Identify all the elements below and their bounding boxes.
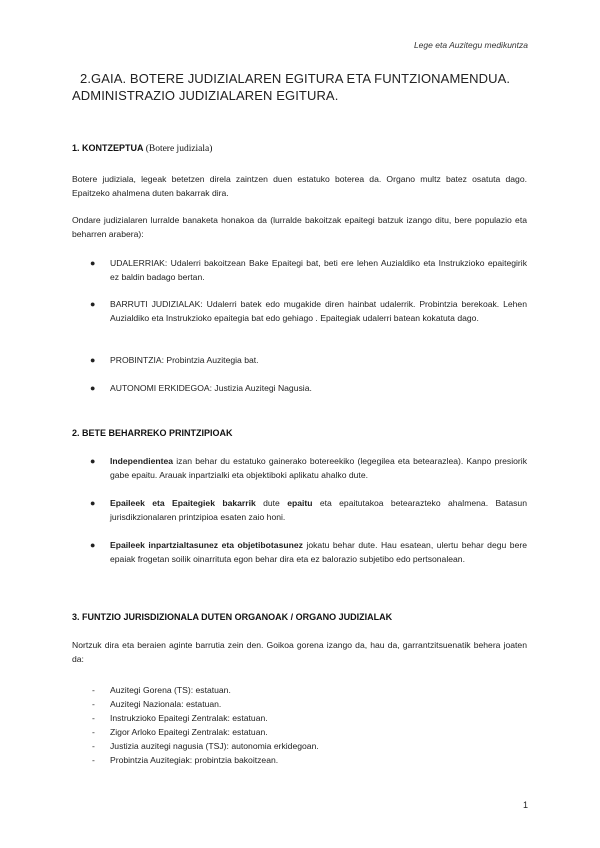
dash-icon: - — [92, 699, 95, 709]
dash-icon: - — [92, 741, 95, 751]
running-header: Lege eta Auzitegu medikuntza — [413, 40, 528, 50]
bullet-icon: ● — [90, 299, 96, 309]
dash-icon: - — [92, 685, 95, 695]
list-item — [72, 683, 527, 697]
list-item — [72, 381, 527, 395]
section2-heading: 2. BETE BEHARREKO PRINTZIPIOAK — [72, 428, 233, 438]
list-item-text: PROBINTZIA: Probintzia Auzitegia bat. — [110, 355, 259, 365]
dash-icon: - — [92, 713, 95, 723]
bullet-icon: ● — [90, 498, 96, 508]
list-item-text: AUTONOMI ERKIDEGOA: Justizia Auzitegi Nagusia. — [110, 383, 312, 393]
list-item-rest: izan behar du estatuko gainerako botereekiko (legegilea eta betearazlea). Kanpo presiorik gabe epaitu. Arauak inpartzialki eta objektiboki aplikatu ahalko dute. — [110, 456, 527, 480]
list-item — [72, 496, 527, 524]
list-item — [72, 725, 527, 739]
list-item-bold: Epaileek inpartzialtasunez eta objetibotasunez — [110, 540, 303, 550]
page-number: 1 — [522, 800, 528, 810]
list-item-text: Zigor Arloko Epaitegi Zentralak: estatuan. — [110, 727, 268, 737]
bullet-icon: ● — [90, 540, 96, 550]
section1-paragraph1: Botere judiziala, legeak betetzen direla zaintzen duen estatuko boterea da. Organo multz batez osatuta dago. Epaitzeko ahalmena duten bakarrak dira. — [72, 174, 527, 198]
section1-paragraph2: Ondare judizialaren lurralde banaketa honakoa da (lurralde bakoitzak epaitegi batzuk izango ditu, bere populazio eta beharren arabera): — [72, 215, 527, 239]
section1-heading-paren: (Botere judiziala) — [145, 144, 213, 154]
bullet-icon: ● — [90, 456, 96, 466]
list-item-text: Probintzia Auzitegiak: probintzia bakoitzean. — [110, 755, 279, 765]
list-item-text: Auzitegi Nazionala: estatuan. — [110, 699, 222, 709]
list-item — [72, 753, 527, 767]
list-item-text: Auzitegi Gorena (TS): estatuan. — [110, 685, 231, 695]
list-item — [72, 297, 527, 325]
list-item — [72, 353, 527, 367]
section1-heading — [72, 143, 212, 154]
list-item-mid: dute — [255, 498, 288, 508]
list-item-text — [110, 454, 527, 482]
list-item-text: Justizia auzitegi nagusia (TSJ): autonomia erkidegoan. — [110, 741, 319, 751]
section3-heading: 3. FUNTZIO JURISDIZIONALA DUTEN ORGANOAK / ORGANO JUDIZIALAK — [72, 612, 393, 622]
list-item-text: UDALERRIAK: Udalerri bakoitzean Bake Epaitegi bat, beti ere lehen Auzialdiko eta Instrukzioko epaitegirik ez baldin badago bertan. — [110, 258, 527, 282]
list-item — [72, 739, 527, 753]
section3-paragraph1: Nortzuk dira eta beraien aginte barrutia zein den. Goikoa gorena izango da, hau da, garrantzitsuenatik behera joaten da: — [72, 640, 527, 664]
bullet-icon: ● — [90, 355, 96, 365]
chapter-title — [72, 70, 532, 104]
list-item-text — [110, 538, 527, 566]
bullet-icon: ● — [90, 258, 96, 268]
list-item-bold: Epaileek eta Epaitegiek bakarrik — [110, 498, 256, 508]
list-item — [72, 256, 527, 284]
chapter-title-line1: 2.GAIA. BOTERE JUDIZIALAREN EGITURA ETA FUNTZIONAMENDUA. — [80, 71, 511, 86]
list-item-bold: Independientea — [110, 456, 174, 466]
list-item-rest: jokatu behar dute. Hau esatean, ulertu behar degu bere epaiak frogetan soilik oinarrituta egon behar dira eta ez balorazio subjetibo edo pertsonalean. — [110, 540, 527, 564]
list-item — [72, 711, 527, 725]
bullet-icon: ● — [90, 383, 96, 393]
list-item-rest: eta epaitutakoa betearazteko ahalmena. Batasun jurisdikzionalaren printzipioa esaten zaio honi. — [110, 498, 527, 522]
organ-list — [72, 683, 527, 767]
list-item — [72, 697, 527, 711]
dash-icon: - — [92, 755, 95, 765]
list-item — [72, 538, 527, 566]
section1-heading-text: 1. KONTZEPTUA — [72, 143, 144, 153]
list-item-text: BARRUTI JUDIZIALAK: Udalerri batek edo mugakide diren hainbat udalerrik. Probintzia berekoak. Lehen Auzialdiko eta Instrukzioko epaitegia bat edo gehiago . Epaitegiak udalerri batean kokatuta dago. — [110, 299, 527, 323]
list-item-text: Instrukzioko Epaitegi Zentralak: estatuan. — [110, 713, 268, 723]
chapter-title-line2: ADMINISTRAZIO JUDIZIALAREN EGITURA. — [72, 88, 339, 103]
list-item-text — [110, 496, 527, 524]
list-item — [72, 454, 527, 482]
list-item-bold: epaitu — [287, 498, 313, 508]
dash-icon: - — [92, 727, 95, 737]
